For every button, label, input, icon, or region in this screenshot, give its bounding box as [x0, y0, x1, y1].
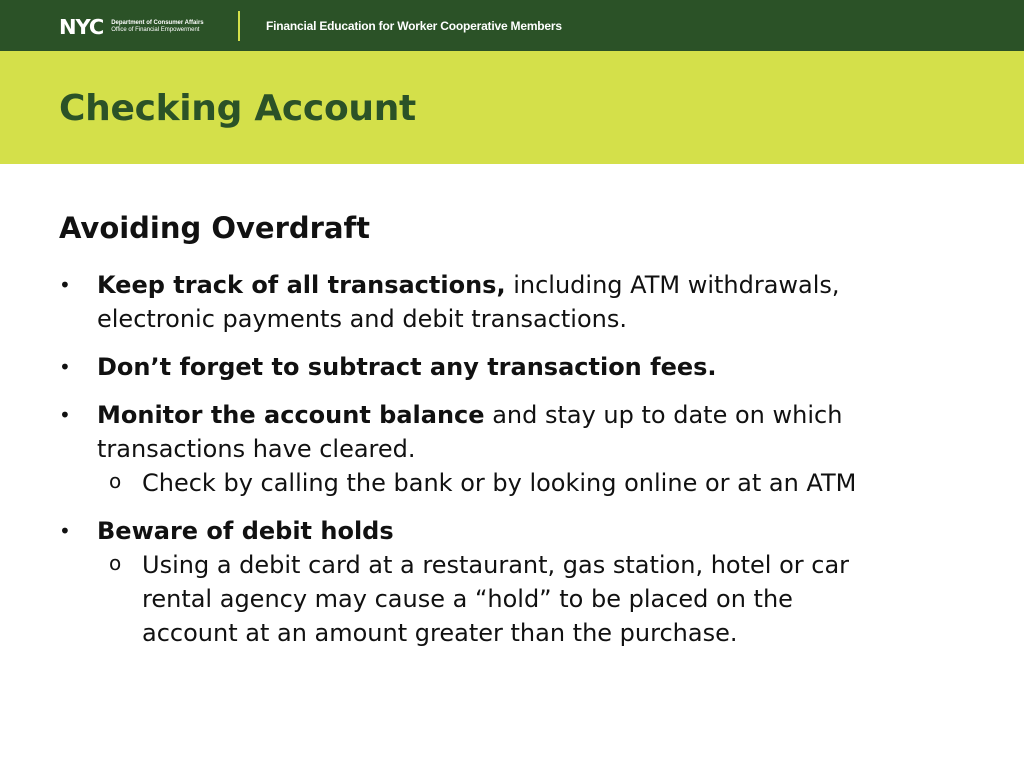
sub-bullet-list: [97, 466, 889, 500]
bullet-marker: •: [59, 273, 71, 297]
agency-line-1: Department of Consumer Affairs: [111, 20, 204, 26]
bullet-item: [59, 350, 889, 384]
header-divider: [238, 11, 240, 41]
bullet-marker: •: [59, 519, 71, 543]
bullet-list: [59, 268, 889, 664]
sub-bullet-text: Check by calling the bank or by looking online or at an ATM: [142, 469, 857, 497]
bullet-item: [59, 398, 889, 500]
nyc-logo-mark: NYC: [59, 15, 104, 39]
agency-name: [111, 20, 203, 34]
sub-bullet-item: [97, 466, 889, 500]
sub-bullet-text: Using a debit card at a restaurant, gas station, hotel or car rental agency may cause a “hold” to be placed on the account at an amount greater than the purchase.: [142, 551, 850, 647]
agency-line-2: Office of Financial Empowerment: [111, 27, 200, 33]
bullet-item: [59, 268, 889, 336]
section-subtitle: Avoiding Overdraft: [59, 211, 371, 245]
nyc-logo: [59, 16, 204, 38]
slide-title: Checking Account: [59, 88, 416, 129]
bullet-bold-text: Monitor the account balance: [97, 401, 485, 429]
bullet-text: and stay up to date on which transactions have cleared.: [97, 401, 843, 463]
bullet-bold-text: Beware of debit holds: [97, 517, 394, 545]
sub-bullet-marker: o: [109, 551, 122, 575]
bullet-marker: •: [59, 403, 71, 427]
sub-bullet-marker: o: [109, 469, 122, 493]
bullet-bold-text: Don’t forget to subtract any transaction fees.: [97, 353, 717, 381]
bullet-text: including ATM withdrawals, electronic payments and debit transactions.: [97, 271, 840, 333]
sub-bullet-item: [97, 548, 889, 650]
program-title: Financial Education for Worker Cooperative Members: [266, 19, 562, 33]
sub-bullet-list: [97, 548, 889, 650]
bullet-bold-text: Keep track of all transactions,: [97, 271, 506, 299]
bullet-marker: •: [59, 355, 71, 379]
header-bar: [0, 0, 1024, 51]
bullet-item: [59, 514, 889, 650]
